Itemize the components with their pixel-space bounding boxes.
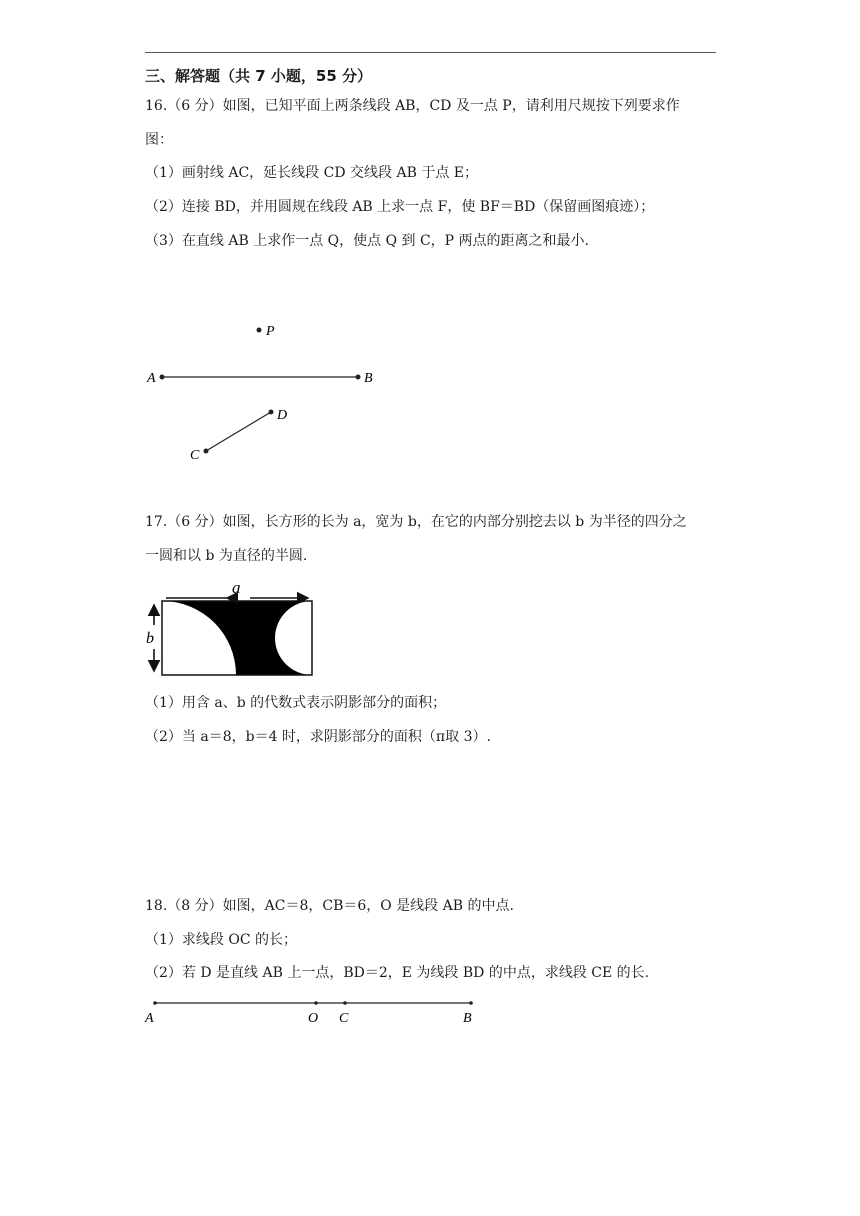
label-a: A xyxy=(145,1011,154,1026)
q16-stem-line1: 16.（6 分）如图，已知平面上两条线段 AB，CD 及一点 P，请利用尺规按下列要求作 xyxy=(145,98,680,114)
q16-part1: （1）画射线 AC，延长线段 CD 交线段 AB 于点 E； xyxy=(145,165,478,181)
label-a: A xyxy=(147,371,156,386)
point-a-dot xyxy=(160,375,165,380)
q17-part1: （1）用含 a、b 的代数式表示阴影部分的面积； xyxy=(145,695,447,711)
point-d-dot xyxy=(269,410,274,415)
q18-figure xyxy=(140,992,485,1028)
q18-stem-line1: 18.（8 分）如图，AC＝8，CB＝6，O 是线段 AB 的中点. xyxy=(145,898,514,914)
point-c-dot xyxy=(343,1001,347,1005)
label-p: P xyxy=(266,324,275,339)
header-rule xyxy=(145,52,716,53)
label-o: O xyxy=(308,1011,319,1026)
point-b-dot xyxy=(469,1001,473,1005)
point-a-dot xyxy=(153,1001,157,1005)
q16-stem-line2: 图： xyxy=(145,132,173,148)
q16-part3: （3）在直线 AB 上求作一点 Q，使点 Q 到 C，P 两点的距离之和最小. xyxy=(145,233,589,249)
q17-stem-line1: 17.（6 分）如图，长方形的长为 a，宽为 b，在它的内部分别挖去以 b 为半径的四分之 xyxy=(145,514,687,530)
segment-cd xyxy=(206,412,271,451)
section-title: 三、解答题（共 7 小题，55 分） xyxy=(145,67,372,85)
q18-part2: （2）若 D 是直线 AB 上一点，BD＝2，E 为线段 BD 的中点，求线段 CE 的长. xyxy=(145,965,650,981)
q17-part2: （2）当 a＝8，b＝4 时，求阴影部分的面积（π取 3）. xyxy=(145,729,491,745)
q17-figure xyxy=(140,575,320,680)
label-b: B xyxy=(463,1011,472,1026)
q18-part1: （1）求线段 OC 的长； xyxy=(145,932,297,948)
q16-part2: （2）连接 BD，并用圆规在线段 AB 上求一点 F，使 BF＝BD（保留画图痕迹）； xyxy=(145,199,655,215)
q16-figure xyxy=(140,315,400,465)
label-c: C xyxy=(190,448,200,463)
point-b-dot xyxy=(356,375,361,380)
point-p-dot xyxy=(257,328,262,333)
label-c: C xyxy=(339,1011,349,1026)
q17-stem-line2: 一圆和以 b 为直径的半圆. xyxy=(145,548,308,564)
point-c-dot xyxy=(204,449,209,454)
point-o-dot xyxy=(314,1001,318,1005)
label-a: a xyxy=(232,578,241,597)
label-d: D xyxy=(277,408,288,423)
label-b: b xyxy=(146,630,154,647)
label-b: B xyxy=(364,371,373,386)
